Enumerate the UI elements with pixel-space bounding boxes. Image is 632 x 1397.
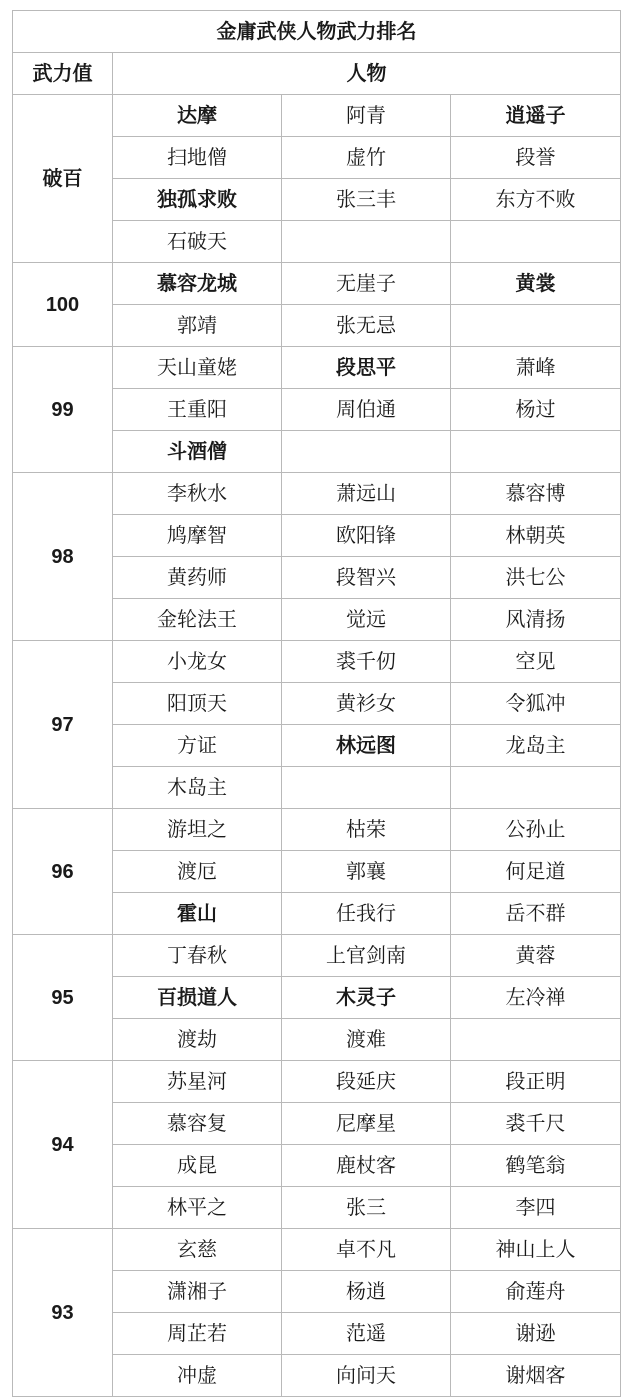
martial-power-ranking-table [12,10,621,1397]
person-cell: 虚竹 [282,137,451,179]
score-cell: 100 [13,263,113,347]
person-cell: 李秋水 [113,473,282,515]
person-cell: 木灵子 [282,977,451,1019]
person-cell: 方证 [113,725,282,767]
empty-cell [451,767,621,809]
page-title: 金庸武侠人物武力排名 [13,11,621,53]
person-cell: 潇湘子 [113,1271,282,1313]
person-cell: 左冷禅 [451,977,621,1019]
person-cell: 谢逊 [451,1313,621,1355]
table-header-row [13,53,621,95]
person-cell: 风清扬 [451,599,621,641]
person-cell: 公孙止 [451,809,621,851]
empty-cell [451,1019,621,1061]
score-cell: 96 [13,809,113,935]
person-cell: 裘千仞 [282,641,451,683]
person-cell: 杨逍 [282,1271,451,1313]
table-row [13,1229,621,1271]
person-cell: 段正明 [451,1061,621,1103]
person-cell: 鹤笔翁 [451,1145,621,1187]
person-cell: 黄蓉 [451,935,621,977]
table-row [13,641,621,683]
person-cell: 丁春秋 [113,935,282,977]
person-cell: 独孤求败 [113,179,282,221]
person-cell: 萧峰 [451,347,621,389]
person-cell: 岳不群 [451,893,621,935]
person-cell: 向问天 [282,1355,451,1397]
score-cell: 97 [13,641,113,809]
person-cell: 慕容复 [113,1103,282,1145]
person-cell: 龙岛主 [451,725,621,767]
person-cell: 玄慈 [113,1229,282,1271]
table-row [13,95,621,137]
empty-cell [282,767,451,809]
person-cell: 神山上人 [451,1229,621,1271]
score-cell: 破百 [13,95,113,263]
person-cell: 张三 [282,1187,451,1229]
person-cell: 段延庆 [282,1061,451,1103]
person-cell: 慕容博 [451,473,621,515]
person-cell: 游坦之 [113,809,282,851]
person-cell: 段誉 [451,137,621,179]
person-cell: 空见 [451,641,621,683]
empty-cell [282,221,451,263]
person-cell: 渡劫 [113,1019,282,1061]
person-cell: 觉远 [282,599,451,641]
person-cell: 郭靖 [113,305,282,347]
header-score: 武力值 [13,53,113,95]
person-cell: 林朝英 [451,515,621,557]
person-cell: 洪七公 [451,557,621,599]
person-cell: 张三丰 [282,179,451,221]
person-cell: 周芷若 [113,1313,282,1355]
person-cell: 逍遥子 [451,95,621,137]
person-cell: 无崖子 [282,263,451,305]
person-cell: 郭襄 [282,851,451,893]
person-cell: 段智兴 [282,557,451,599]
empty-cell [451,221,621,263]
person-cell: 天山童姥 [113,347,282,389]
person-cell: 裘千尺 [451,1103,621,1145]
person-cell: 谢烟客 [451,1355,621,1397]
person-cell: 上官剑南 [282,935,451,977]
table-row [13,347,621,389]
person-cell: 杨过 [451,389,621,431]
person-cell: 鸠摩智 [113,515,282,557]
person-cell: 阿青 [282,95,451,137]
person-cell: 卓不凡 [282,1229,451,1271]
person-cell: 黄衫女 [282,683,451,725]
table-row [13,1061,621,1103]
table-row [13,935,621,977]
person-cell: 鹿杖客 [282,1145,451,1187]
table-body [13,11,621,1397]
person-cell: 苏星河 [113,1061,282,1103]
person-cell: 达摩 [113,95,282,137]
person-cell: 斗酒僧 [113,431,282,473]
empty-cell [282,431,451,473]
table-row [13,263,621,305]
person-cell: 萧远山 [282,473,451,515]
person-cell: 金轮法王 [113,599,282,641]
person-cell: 百损道人 [113,977,282,1019]
person-cell: 林远图 [282,725,451,767]
score-cell: 95 [13,935,113,1061]
person-cell: 木岛主 [113,767,282,809]
person-cell: 任我行 [282,893,451,935]
person-cell: 霍山 [113,893,282,935]
empty-cell [451,431,621,473]
person-cell: 小龙女 [113,641,282,683]
header-person: 人物 [113,53,621,95]
person-cell: 段思平 [282,347,451,389]
score-cell: 94 [13,1061,113,1229]
person-cell: 欧阳锋 [282,515,451,557]
person-cell: 阳顶天 [113,683,282,725]
table-row [13,473,621,515]
person-cell: 冲虚 [113,1355,282,1397]
person-cell: 渡厄 [113,851,282,893]
person-cell: 何足道 [451,851,621,893]
score-cell: 98 [13,473,113,641]
person-cell: 范遥 [282,1313,451,1355]
person-cell: 张无忌 [282,305,451,347]
table-title-row [13,11,621,53]
empty-cell [451,305,621,347]
person-cell: 周伯通 [282,389,451,431]
person-cell: 黄药师 [113,557,282,599]
table-row [13,809,621,851]
person-cell: 林平之 [113,1187,282,1229]
person-cell: 令狐冲 [451,683,621,725]
person-cell: 扫地僧 [113,137,282,179]
person-cell: 慕容龙城 [113,263,282,305]
person-cell: 成昆 [113,1145,282,1187]
person-cell: 东方不败 [451,179,621,221]
person-cell: 黄裳 [451,263,621,305]
person-cell: 渡难 [282,1019,451,1061]
person-cell: 王重阳 [113,389,282,431]
person-cell: 石破天 [113,221,282,263]
person-cell: 李四 [451,1187,621,1229]
person-cell: 枯荣 [282,809,451,851]
person-cell: 尼摩星 [282,1103,451,1145]
score-cell: 99 [13,347,113,473]
person-cell: 俞莲舟 [451,1271,621,1313]
score-cell: 93 [13,1229,113,1397]
